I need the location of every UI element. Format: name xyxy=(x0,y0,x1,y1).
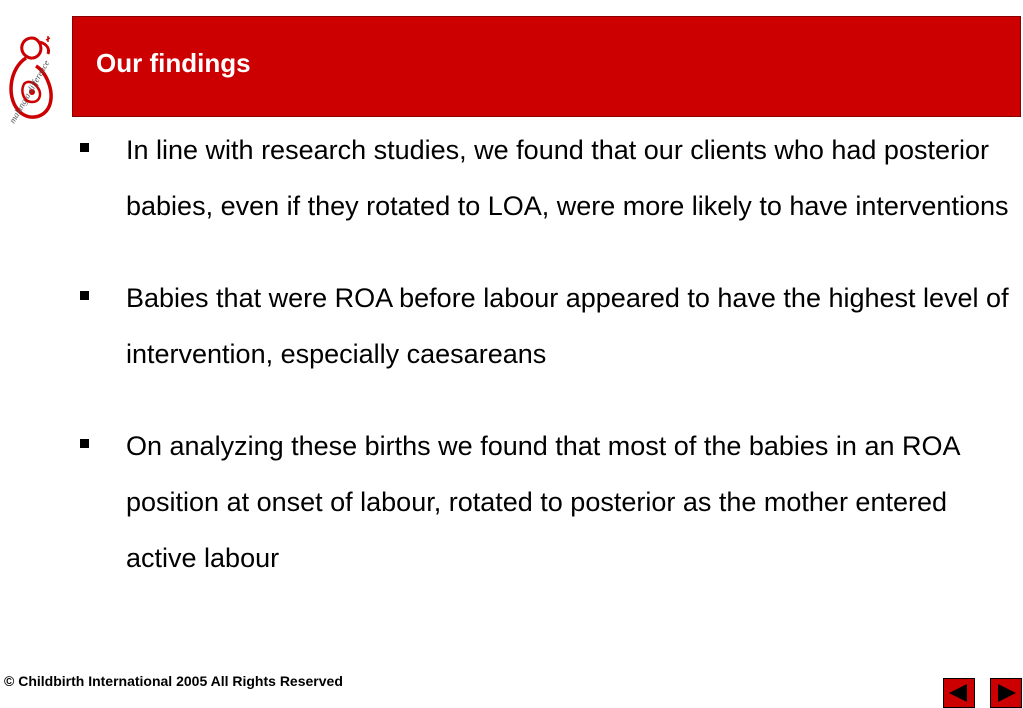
copyright-footer: © Childbirth International 2005 All Rights Reserved xyxy=(4,673,343,689)
triangle-left-icon xyxy=(949,684,967,702)
list-item xyxy=(80,270,1010,382)
square-bullet-icon xyxy=(80,439,89,448)
bullet-list xyxy=(80,122,1010,622)
page-title: Our findings xyxy=(96,48,251,78)
logo-text: making a difference xyxy=(7,58,52,126)
list-item xyxy=(80,418,1010,586)
bullet-text: On analyzing these births we found that most of the babies in an ROA position at onset of labour, rotated to posterior as the mother entered active labour xyxy=(126,431,959,573)
list-item xyxy=(80,122,1010,234)
triangle-right-icon xyxy=(998,684,1016,702)
logo-graphic xyxy=(2,18,72,130)
previous-slide-button[interactable] xyxy=(943,678,975,708)
square-bullet-icon xyxy=(80,291,89,300)
header-bar xyxy=(72,16,1021,117)
bullet-text: In line with research studies, we found that our clients who had posterior babies, even if they rotated to LOA, were more likely to have interventions xyxy=(126,135,1009,221)
bullet-text: Babies that were ROA before labour appeared to have the highest level of intervention, especially caesareans xyxy=(126,283,1009,369)
square-bullet-icon xyxy=(80,143,89,152)
logo xyxy=(2,18,72,130)
next-slide-button[interactable] xyxy=(990,678,1022,708)
